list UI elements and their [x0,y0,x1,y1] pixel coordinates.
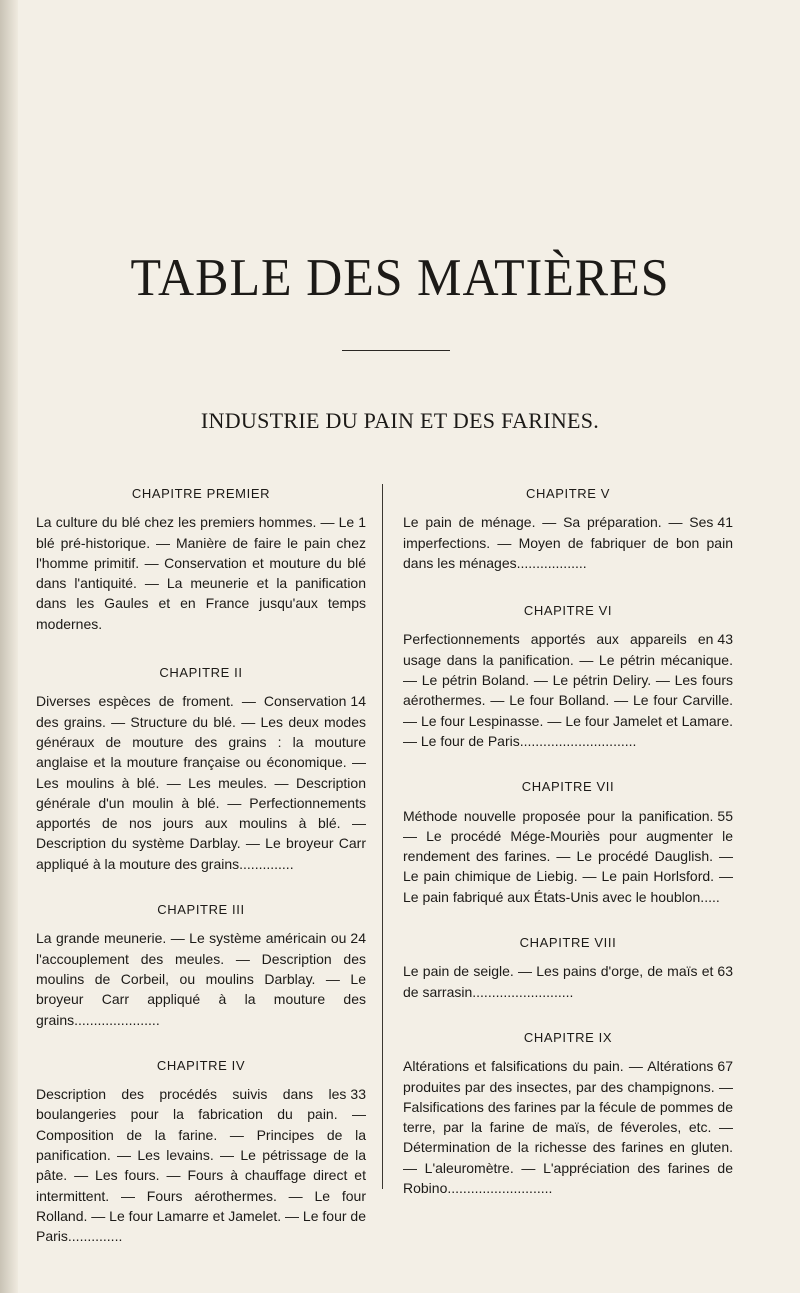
chapter-7 [403,777,733,907]
chapter-summary [403,961,733,1002]
chapter-summary [36,1084,366,1246]
page-number: 67 [717,1058,733,1075]
chapter-text: Le pain de seigle. — Les pains d'orge, de maïs et de sarrasin.......................... [403,963,714,1000]
chapter-heading: CHAPITRE V [525,486,610,501]
chapter-text: Diverses espèces de froment. — Conservation des grains. — Structure du blé. — Les deux modes généraux de mouture des grains : la mouture anglaise et la mouture française ou économique. — Les moulins à blé. — Les meules. — Description générale d'un moulin à blé. — Perfectionnements apportés de nos jours aux moulins à blé. — Description du système Darblay. — Le broyeur Carr appliqué à la mouture des grains.............. [36,693,366,872]
chapter-summary [403,512,733,573]
chapter-text: Perfectionnements apportés aux appareils en usage dans la panification. — Le pétrin mécanique. — Le pétrin Boland. — Le pétrin Deliry. — Les fours aérothermes. — Le four Bolland. — Le four Carville. — Le four Lespinasse. — Le four Jamelet et Lamare. — Le four de Paris.............................. [403,631,733,749]
chapter-5 [403,484,733,573]
binding-shadow [0,0,18,1293]
chapter-text: Méthode nouvelle proposée pour la panification. — Le procédé Mége-Mouriès pour augmenter le rendement des farines. — Le procédé Dauglish. — Le pain chimique de Liebig. — Le pain Horlsford. — Le pain fabriqué aux États-Unis avec le houblon..... [403,807,733,905]
title-rule [342,350,450,351]
page-number: 55 [717,807,733,824]
column-divider [382,484,383,1189]
left-column [36,484,366,1247]
chapter-summary [403,806,733,907]
page-title: TABLE DES MATIÈRES [130,247,670,307]
page-number: 33 [350,1086,366,1103]
right-column [403,484,733,1198]
page-number: 43 [717,631,733,648]
chapter-heading: CHAPITRE III [157,902,245,918]
section-title: INDUSTRIE DU PAIN ET DES FARINES. [200,408,600,433]
chapter-heading: CHAPITRE VIII [519,935,617,951]
chapter-text: Description des procédés suivis dans les boulangeries pour la fabrication du pain. — Composition de la farine. — Principes de la panification. — Les levains. — Le pétrissage de la pâte. — Les fours. — Fours à chauffage direct et intermittent. — Fours aérothermes. — Le four Rolland. — Le four Lamarre et Jamelet. — Le four de Paris.............. [36,1086,366,1245]
chapter-summary [403,1056,733,1198]
chapter-2 [36,663,366,874]
page-number: 41 [717,514,733,531]
chapter-heading: CHAPITRE II [159,665,243,681]
chapter-3 [36,900,366,1030]
chapter-8 [403,933,733,1002]
chapter-heading: CHAPITRE IX [523,1029,613,1045]
page-number: 24 [350,930,366,947]
chapter-heading: CHAPITRE PREMIER [131,486,271,501]
chapter-summary [36,691,366,874]
page-number: 63 [717,963,733,980]
chapter-summary [36,512,366,634]
chapter-text: La culture du blé chez les premiers hommes. — Le blé pré-historique. — Manière de faire le pain chez l'homme primitif. — Conservation et mouture du blé dans l'antiquité. — La meunerie et la panification dans les Gaules et en France jusqu'aux temps modernes. [36,514,366,632]
page-number: 1 [358,514,366,531]
page-number: 14 [350,693,366,710]
chapter-summary [403,629,733,751]
chapter-1 [36,484,366,634]
chapter-heading: CHAPITRE IV [156,1057,246,1073]
chapter-heading: CHAPITRE VII [521,779,615,795]
chapter-text: Le pain de ménage. — Sa préparation. — Ses imperfections. — Moyen de fabriquer de bon pain dans les ménages.................. [403,514,733,571]
chapter-summary [36,928,366,1029]
chapter-text: Altérations et falsifications du pain. — Altérations produites par des insectes, par des champignons. — Falsifications des farines par la fécule de pommes de terre, par la farine de maïs, de féveroles, etc. — Détermination de la richesse des farines en gluten. — L'aleuromètre. — L'appréciation des farines de Robino........................... [403,1058,733,1197]
chapter-6 [403,601,733,751]
chapter-heading: CHAPITRE VI [523,603,613,619]
chapter-4 [36,1056,366,1247]
chapter-text: La grande meunerie. — Le système américain ou l'accouplement des meules. — Description des moulins de Corbeil, ou moulins Darblay. — Le broyeur Carr appliqué à la mouture des grains...................... [36,930,366,1028]
chapter-9 [403,1028,733,1198]
